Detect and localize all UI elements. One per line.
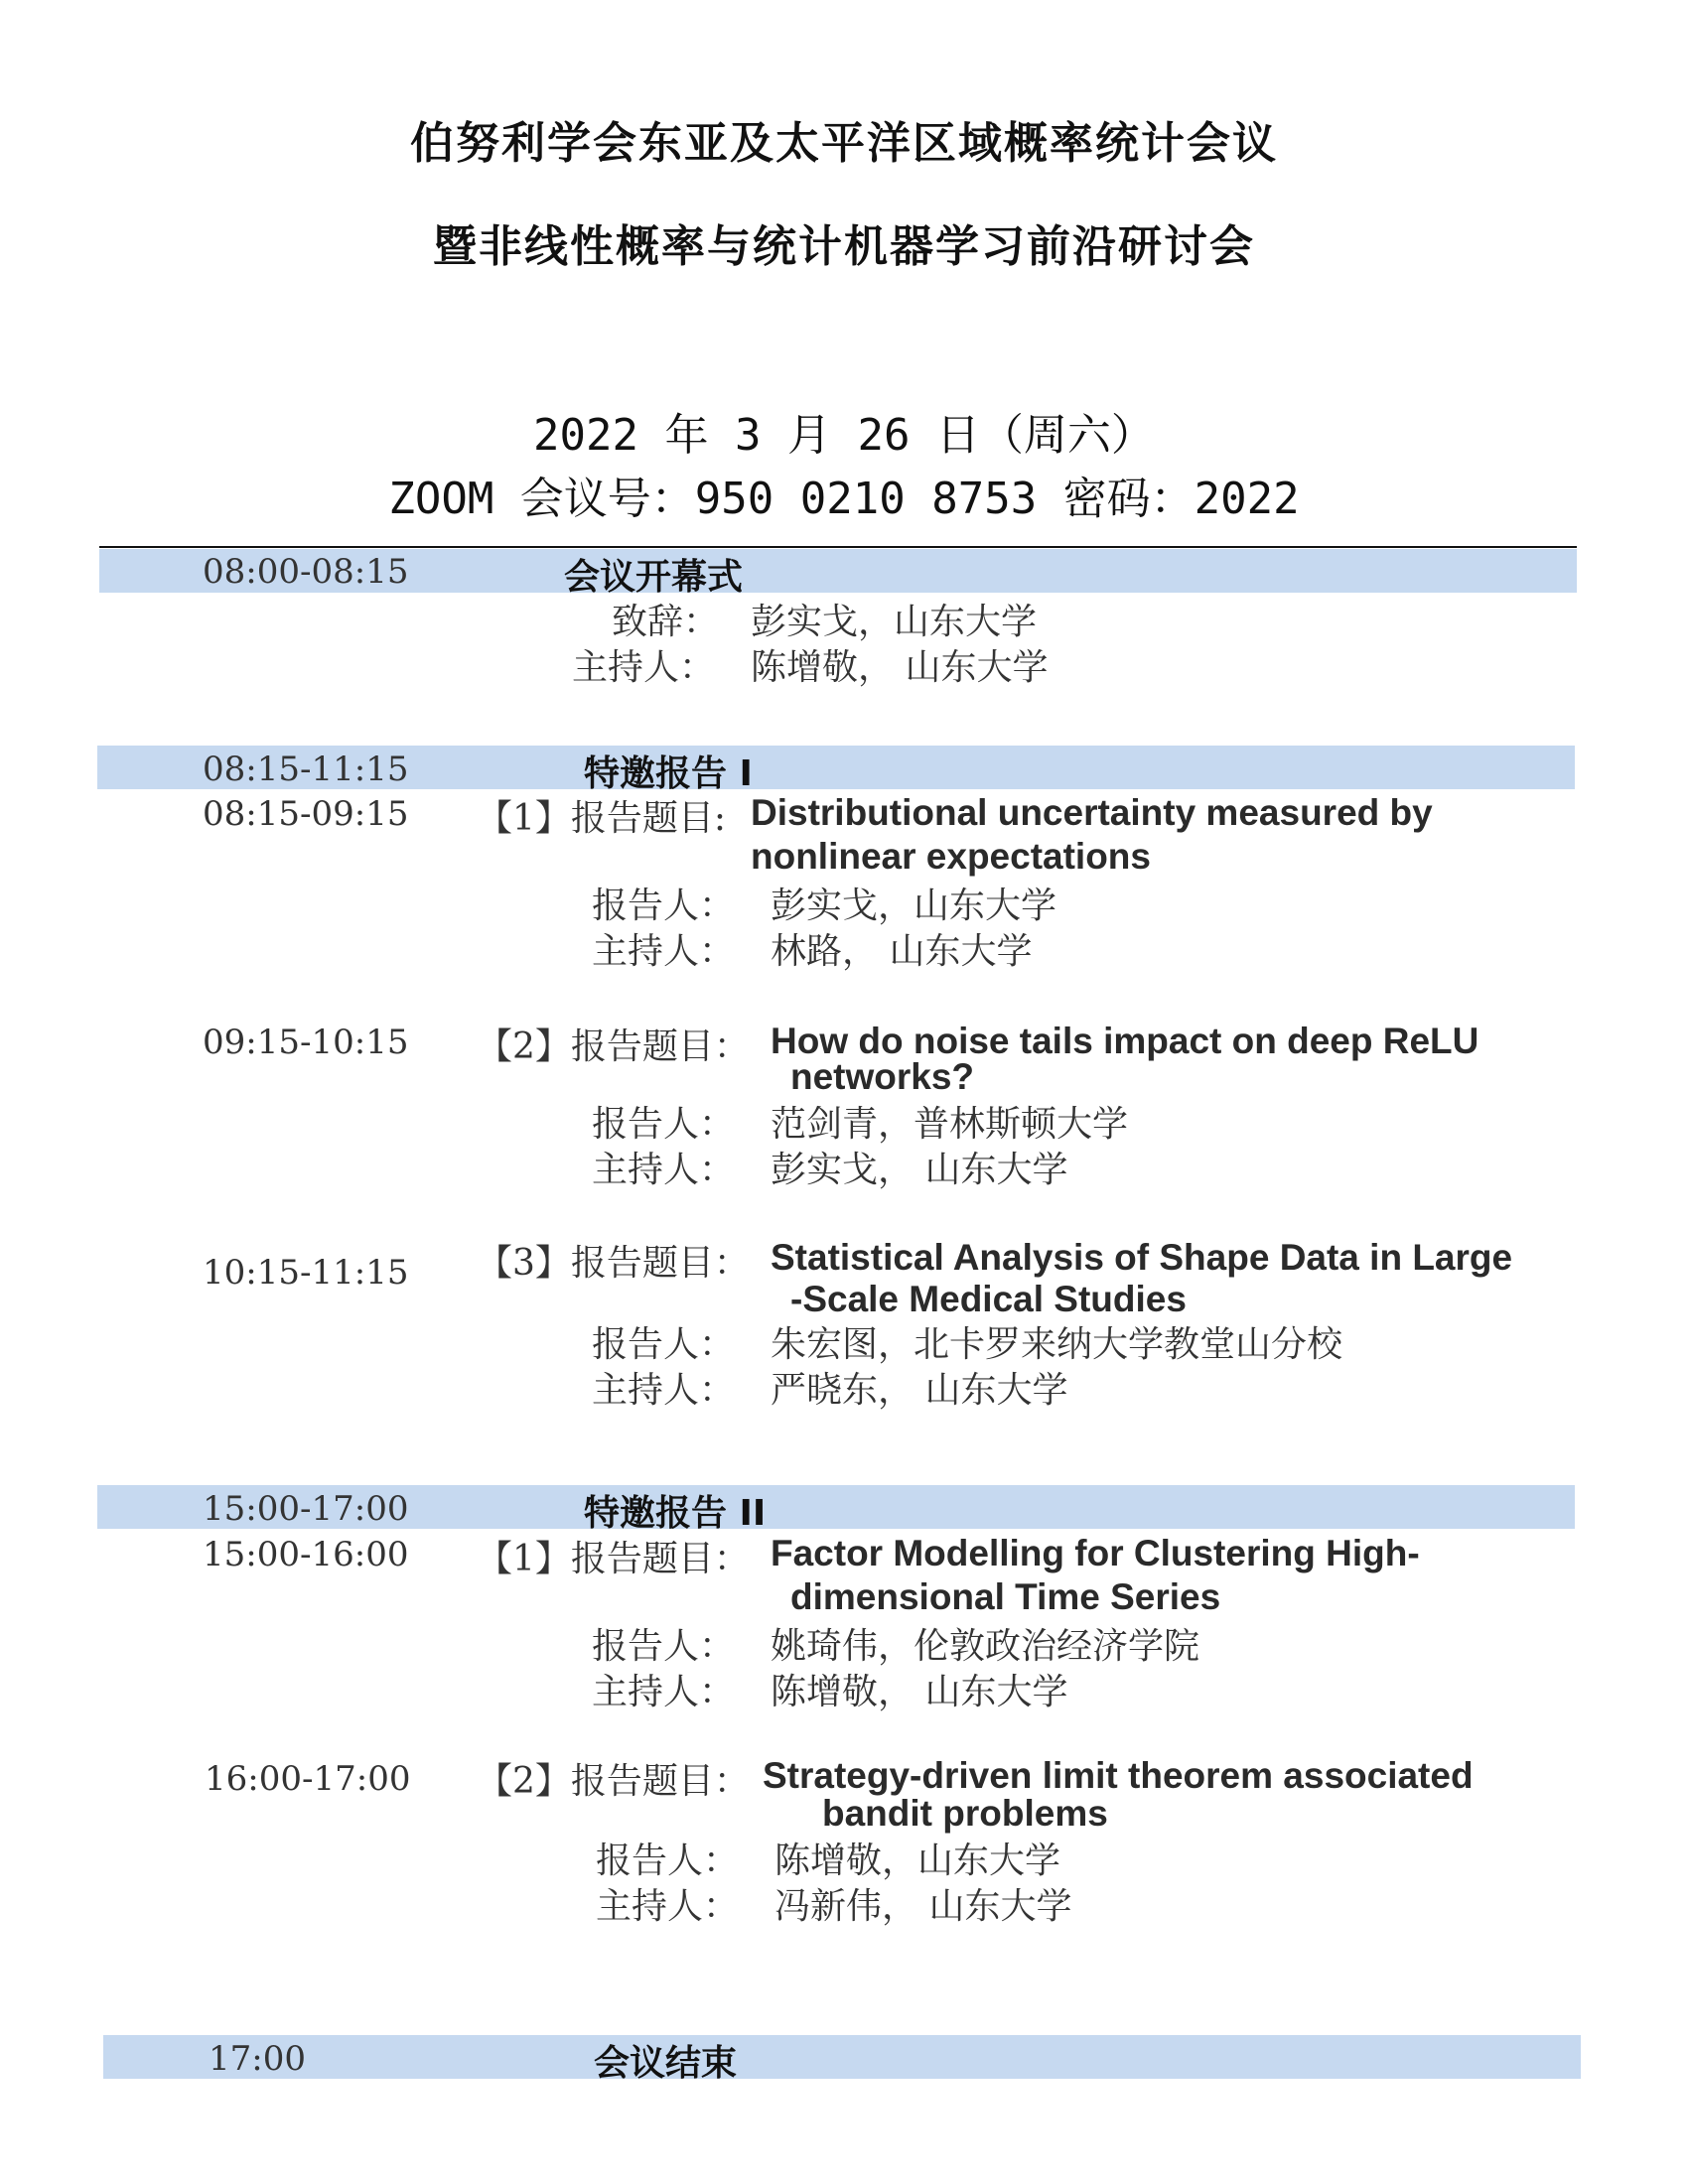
speaker-value: 范剑青，普林斯顿大学 [771,1104,1129,1145]
talk-title-line-1: Factor Modelling for Clustering High- [771,1533,1420,1573]
closing-title: 会议结束 [594,2043,738,2084]
speaker-label: 报告人： [592,1104,736,1145]
host-label: 主持人： [592,1672,736,1712]
opening-host-value: 陈增敬， 山东大学 [751,647,1049,688]
talk-title-line-1: Statistical Analysis of Shape Data in Large [771,1237,1513,1278]
speaker-value: 姚琦伟，伦敦政治经济学院 [771,1626,1200,1667]
speaker-label: 报告人： [596,1841,740,1881]
speaker-label: 报告人： [592,1626,736,1667]
talk-index-label: 【1】报告题目： [477,1539,750,1579]
speaker-label: 报告人： [592,1324,736,1365]
talk-index-label: 【1】报告题目: [477,798,727,839]
header-divider [99,546,1577,548]
closing-time: 17:00 [209,2039,306,2079]
talk-index-label: 【3】报告题目： [477,1243,750,1284]
speaker-label: 报告人： [592,886,736,926]
talk-title-line-2: networks? [790,1056,975,1097]
speaker-value: 陈增敬，山东大学 [774,1841,1061,1881]
talk-index-label: 【2】报告题目： [477,1026,750,1067]
speaker-value: 朱宏图，北卡罗来纳大学教堂山分校 [771,1324,1343,1365]
title-line-2: 暨非线性概率与统计机器学习前沿研讨会 [433,221,1255,272]
talk-title-line-2: bandit problems [822,1793,1108,1834]
host-label: 主持人： [592,1370,736,1411]
session1-time: 08:15-11:15 [203,750,409,789]
talk-title-line-1: Strategy-driven limit theorem associated [763,1755,1474,1796]
title-line-1: 伯努利学会东亚及太平洋区域概率统计会议 [410,118,1278,169]
host-value: 陈增敬， 山东大学 [771,1672,1068,1712]
opening-time: 08:00-08:15 [203,552,409,592]
session2-title: 特邀报告 II [584,1493,767,1534]
talk-time: 09:15-10:15 [203,1023,409,1062]
session1-title: 特邀报告 I [584,753,753,794]
opening-speech-value: 彭实戈，山东大学 [751,602,1038,642]
talk-title-line-2: dimensional Time Series [790,1576,1221,1617]
talk-title-line-1: Distributional uncertainty measured by [751,792,1433,833]
session2-time: 15:00-17:00 [203,1489,409,1529]
talk-time: 10:15-11:15 [203,1253,409,1293]
speaker-value: 彭实戈，山东大学 [771,886,1057,926]
talk-index-label: 【2】报告题目： [477,1761,750,1802]
talk-time: 16:00-17:00 [205,1759,411,1799]
host-label: 主持人： [592,1150,736,1190]
talk-time: 15:00-16:00 [203,1535,409,1574]
talk-title-line-1: How do noise tails impact on deep ReLU [771,1021,1479,1061]
opening-title: 会议开幕式 [564,557,744,598]
host-label: 主持人： [592,931,736,972]
opening-speech-label: 致辞： [612,602,720,642]
talk-time: 08:15-09:15 [203,794,409,834]
opening-host-label: 主持人： [572,647,716,688]
talk-title-line-2: -Scale Medical Studies [790,1279,1187,1319]
zoom-info: ZOOM 会议号：950 0210 8753 密码：2022 [388,474,1300,524]
host-value: 彭实戈， 山东大学 [771,1150,1068,1190]
host-label: 主持人： [596,1886,740,1927]
meeting-date: 2022 年 3 月 26 日（周六） [533,410,1155,461]
host-value: 严晓东， 山东大学 [771,1370,1068,1411]
host-value: 冯新伟， 山东大学 [774,1886,1072,1927]
host-value: 林路， 山东大学 [771,931,1033,972]
talk-title-line-2: nonlinear expectations [751,836,1151,877]
closing-band [103,2035,1581,2079]
